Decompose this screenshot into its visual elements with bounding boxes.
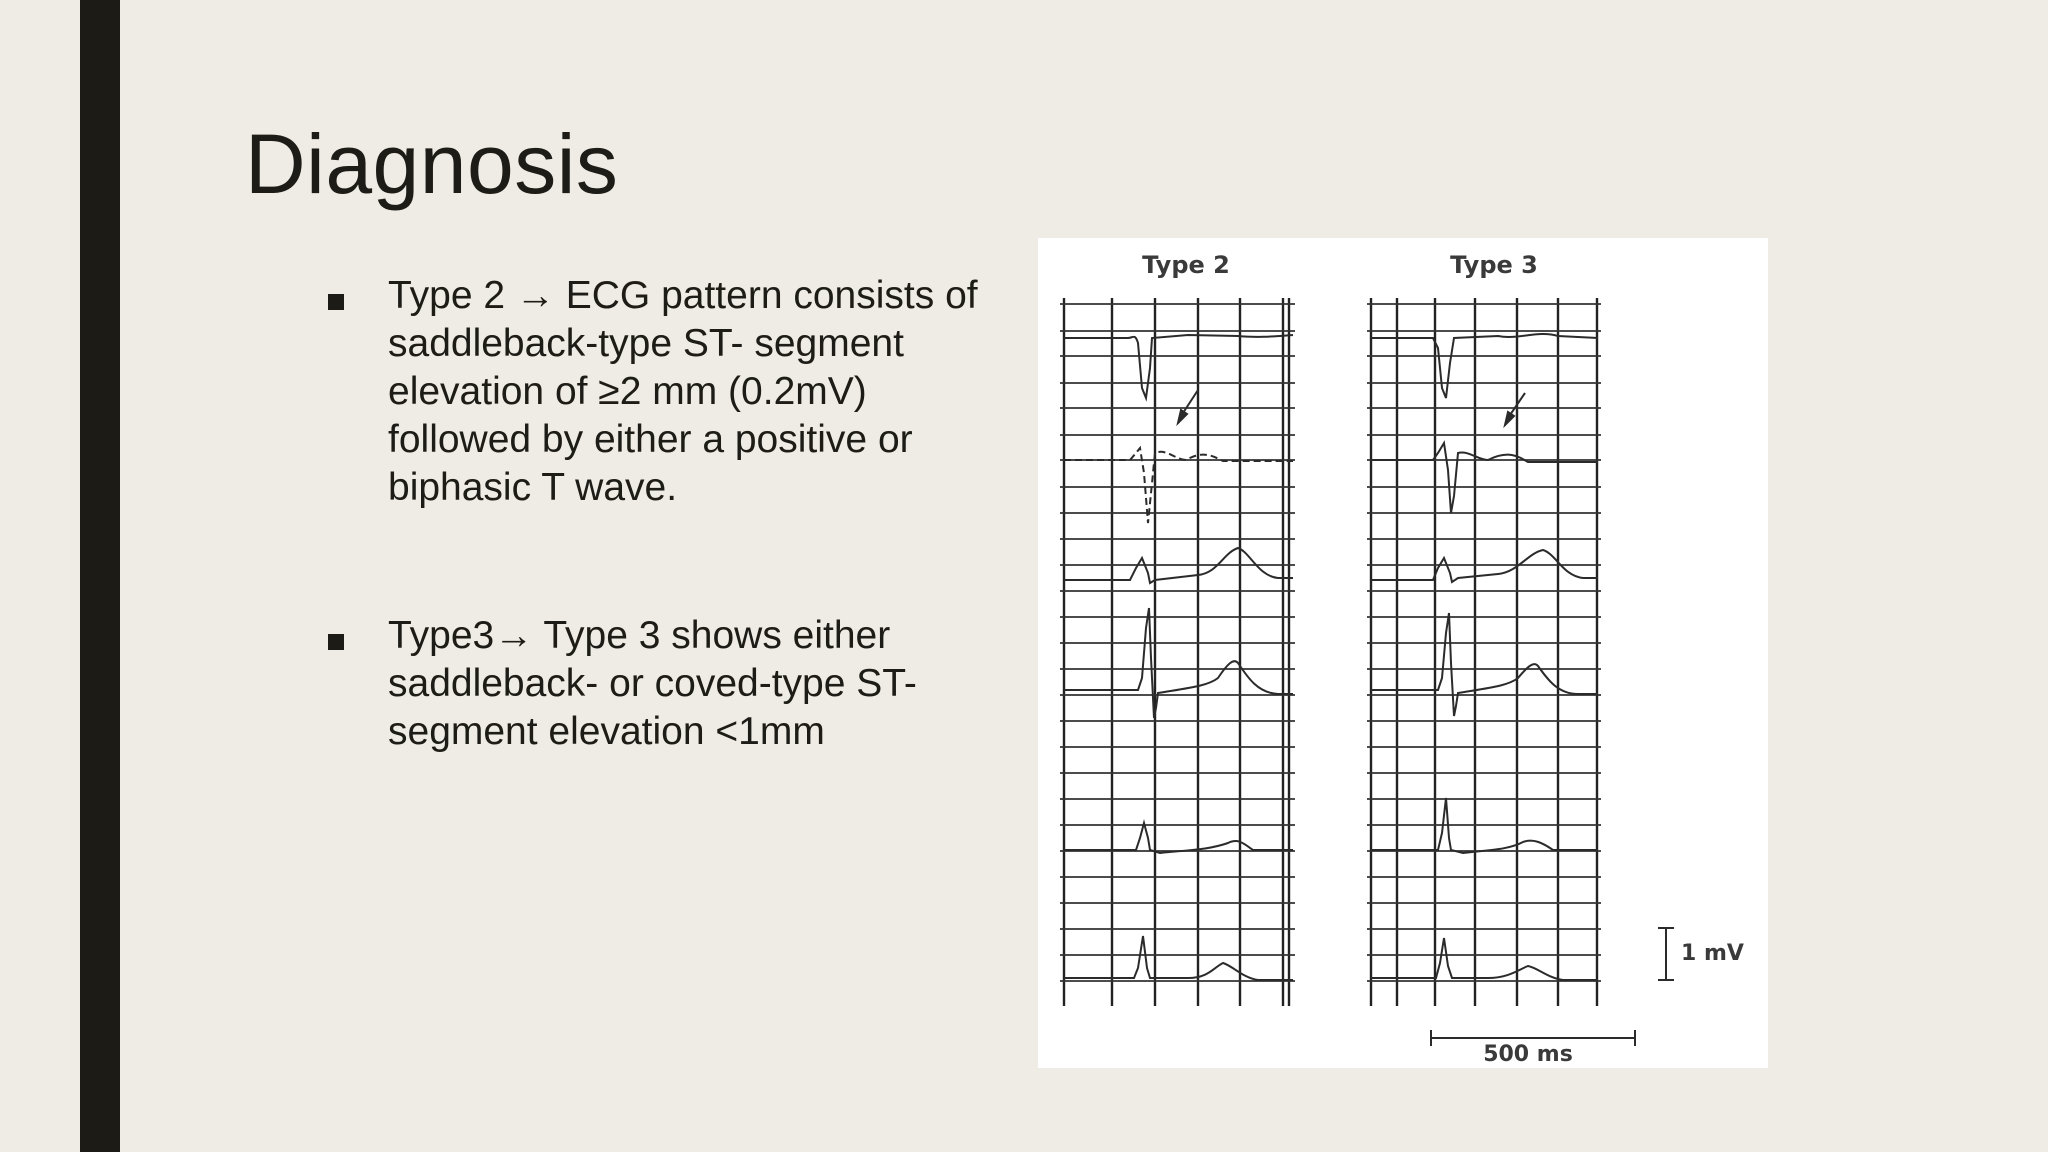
ecg-traces-type2 xyxy=(1064,335,1293,980)
slide-title: Diagnosis xyxy=(245,117,619,211)
ecg-trace-lead-1 xyxy=(1064,335,1293,398)
ecg-trace-lead-2 xyxy=(1371,443,1598,513)
bullet-text-type3: Type3→ Type 3 shows either saddleback- or coved-type ST- segment elevation <1mm xyxy=(388,614,917,753)
voltage-scale xyxy=(1658,928,1674,980)
bullet-text-type2: Type 2 → ECG pattern consists of saddleback-type ST- segment elevation of ≥2 mm (0.2mV) followed by either a positive or biphasic T wave. xyxy=(388,274,978,509)
st-arrow-head-type3 xyxy=(1505,412,1514,425)
ecg-trace-lead-6 xyxy=(1371,938,1598,980)
panel-label-type3: Type 3 xyxy=(1450,251,1538,279)
ecg-trace-lead-4 xyxy=(1064,608,1293,718)
ecg-trace-lead-6 xyxy=(1064,936,1293,980)
ecg-grid-type2 xyxy=(1064,298,1289,1006)
ecg-grid-rows xyxy=(1060,304,1601,981)
ecg-trace-lead-3 xyxy=(1371,550,1598,582)
bullet-square-icon xyxy=(328,294,344,310)
bullet-item-type2 xyxy=(320,272,1020,512)
ecg-trace-lead-5 xyxy=(1064,823,1293,853)
bullet-list xyxy=(320,272,1020,756)
ecg-trace-lead-1 xyxy=(1371,334,1598,398)
st-arrow-type2 xyxy=(1183,390,1198,413)
panel-label-type2: Type 2 xyxy=(1142,251,1230,279)
ecg-figure xyxy=(1038,238,1768,1068)
st-arrow-head-type2 xyxy=(1178,410,1187,423)
voltage-scale-label: 1 mV xyxy=(1681,941,1744,966)
ecg-traces-type3 xyxy=(1371,334,1598,980)
ecg-trace-lead-4 xyxy=(1371,613,1598,716)
time-scale-label: 500 ms xyxy=(1483,1042,1573,1067)
bullet-square-icon xyxy=(328,634,344,650)
ecg-figure-svg xyxy=(1038,238,1768,1068)
bullet-item-type3 xyxy=(320,612,1020,756)
ecg-grid-type3 xyxy=(1371,298,1597,1006)
accent-bar xyxy=(80,0,120,1152)
